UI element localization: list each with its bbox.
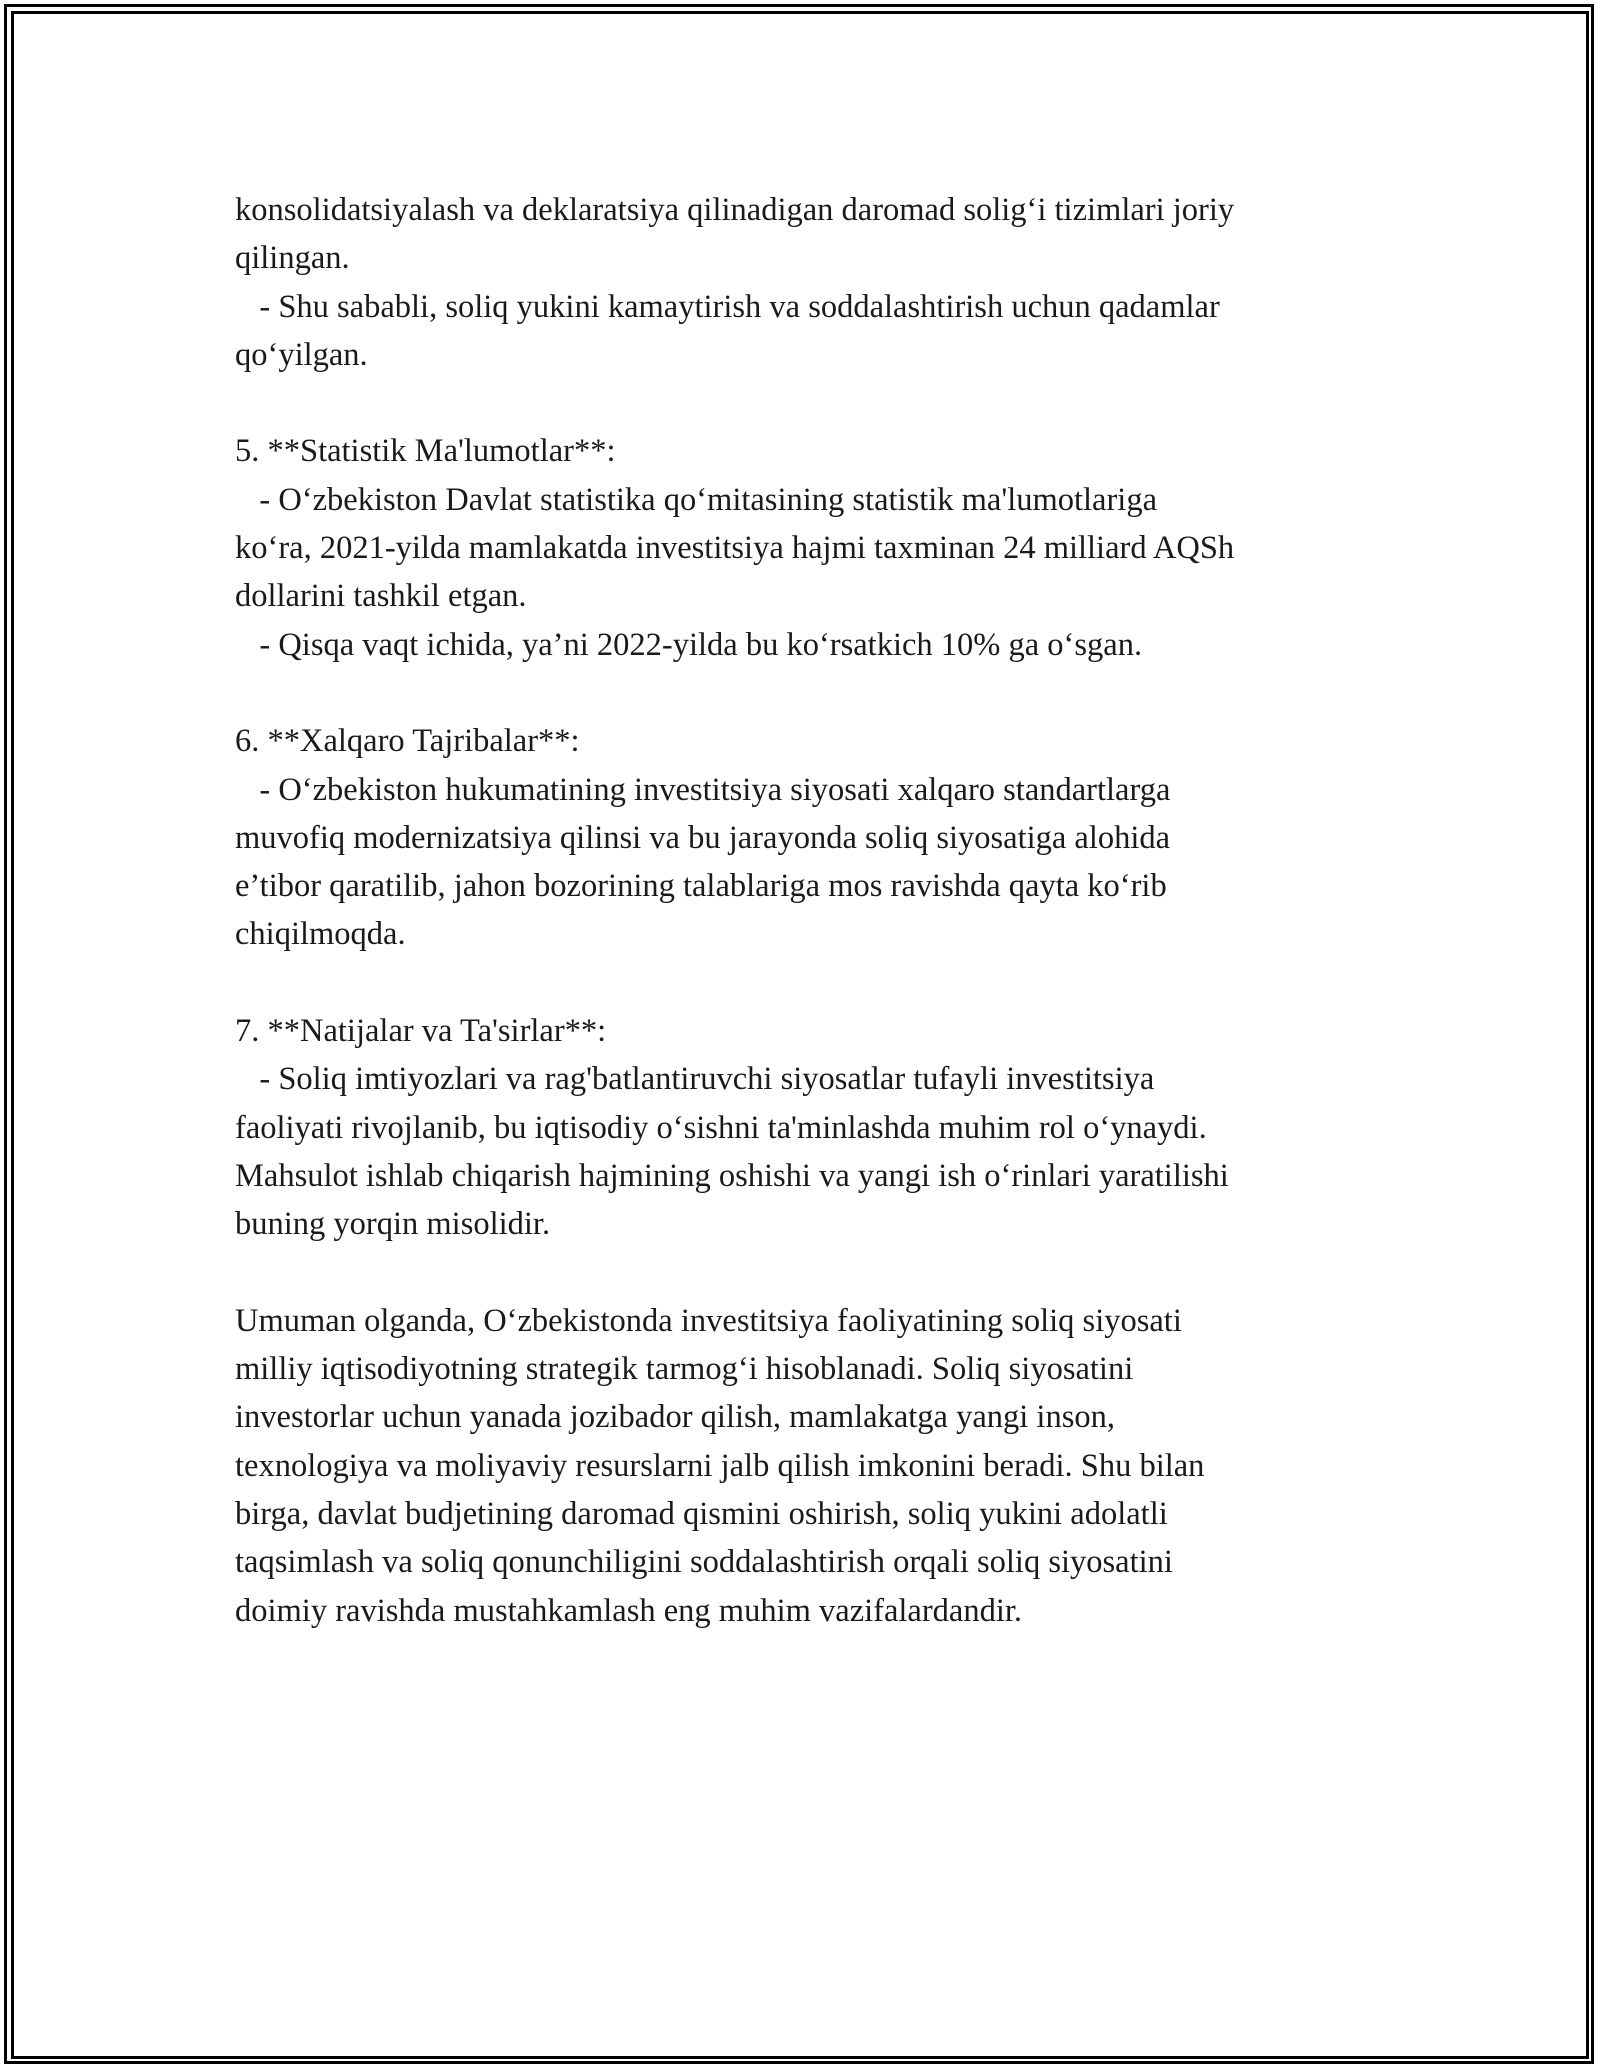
text-line: - O‘zbekiston hukumatining investitsiya siyosati xalqaro standartlarga: [235, 771, 1171, 808]
paragraph-spacer: [235, 669, 1385, 717]
text-line: Mahsulot ishlab chiqarish hajmining oshishi va yangi ish o‘rinlari yaratilishi: [235, 1157, 1229, 1194]
document-body: [235, 186, 1385, 1635]
text-line: chiqilmoqda.: [235, 916, 406, 953]
text-line: Umuman olganda, O‘zbekistonda investitsiya faoliyatining soliq siyosati: [235, 1302, 1182, 1339]
text-line: faoliyati rivojlanib, bu iqtisodiy o‘sishni ta'minlashda muhim rol o‘ynaydi.: [235, 1109, 1207, 1146]
text-line: texnologiya va moliyaviy resurslarni jalb qilish imkonini beradi. Shu bilan: [235, 1447, 1205, 1484]
paragraph: [235, 186, 1385, 379]
text-line: 6. **Xalqaro Tajribalar**:: [235, 723, 580, 760]
paragraph-spacer: [235, 959, 1385, 1007]
text-line: investorlar uchun yanada jozibador qilish, mamlakatga yangi inson,: [235, 1399, 1115, 1436]
text-line: - O‘zbekiston Davlat statistika qo‘mitasining statistik ma'lumotlariga: [235, 481, 1158, 518]
text-line: e’tibor qaratilib, jahon bozorining talablariga mos ravishda qayta ko‘rib: [235, 868, 1167, 905]
text-line: muvofiq modernizatsiya qilinsi va bu jarayonda soliq siyosatiga alohida: [235, 819, 1171, 856]
text-line: - Soliq imtiyozlari va rag'batlantiruvchi siyosatlar tufayli investitsiya: [235, 1061, 1155, 1098]
paragraph: [235, 1007, 1385, 1248]
text-line: - Qisqa vaqt ichida, ya’ni 2022-yilda bu ko‘rsatkich 10% ga o‘sgan.: [235, 626, 1143, 663]
paragraph: [235, 717, 1385, 958]
text-line: 5. **Statistik Ma'lumotlar**:: [235, 433, 616, 470]
paragraph-spacer: [235, 1249, 1385, 1297]
paragraph: [235, 427, 1385, 668]
text-line: buning yorqin misolidir.: [235, 1206, 551, 1243]
text-line: qilingan.: [235, 240, 350, 277]
text-line: qo‘yilgan.: [235, 336, 368, 373]
text-line: - Shu sababli, soliq yukini kamaytirish va soddalashtirish uchun qadamlar: [235, 288, 1220, 325]
text-line: dollarini tashkil etgan.: [235, 578, 527, 615]
text-line: milliy iqtisodiyotning strategik tarmog‘i hisoblanadi. Soliq siyosatini: [235, 1351, 1134, 1388]
paragraph-spacer: [235, 379, 1385, 427]
text-line: birga, davlat budjetining daromad qismini oshirish, soliq yukini adolatli: [235, 1496, 1168, 1533]
text-line: taqsimlash va soliq qonunchiligini soddalashtirish orqali soliq siyosatini: [235, 1544, 1173, 1581]
paragraph: [235, 1297, 1385, 1635]
text-line: 7. **Natijalar va Ta'sirlar**:: [235, 1013, 607, 1050]
text-line: doimiy ravishda mustahkamlash eng muhim vazifalardandir.: [235, 1592, 1023, 1629]
text-line: ko‘ra, 2021-yilda mamlakatda investitsiya hajmi taxminan 24 milliard AQSh: [235, 530, 1235, 567]
text-line: konsolidatsiyalash va deklaratsiya qilinadigan daromad solig‘i tizimlari joriy: [235, 192, 1235, 228]
